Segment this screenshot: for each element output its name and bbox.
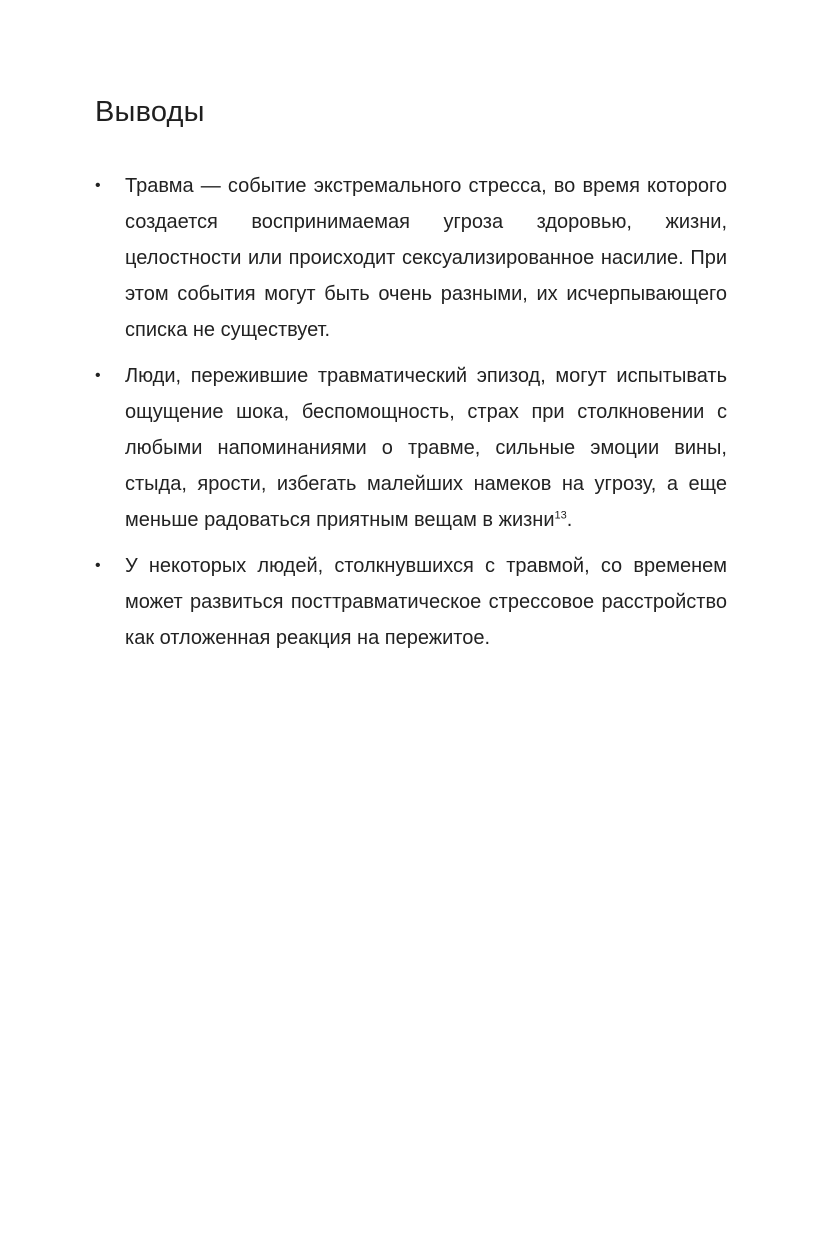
list-item	[95, 548, 727, 656]
bullet-icon: •	[95, 557, 101, 574]
bullet-icon: •	[95, 367, 101, 384]
list-item-text: Травма — событие экстремального стресса, во время которого создается воспринимаемая угроза здоровью, жизни, целостности или происходит сексуализированное насилие. При этом события могут быть очень разными, их исчерпывающего списка не существует.	[125, 175, 727, 341]
list-item-text-end: .	[566, 509, 573, 531]
bullet-icon: •	[95, 177, 101, 194]
list-item-text: Люди, пережившие травматический эпизод, могут испытывать ощущение шока, беспомощность, страх при столкновении с любыми напоминаниями о травме, сильные эмоции вины, стыда, ярости, избегать малейших намеков на угрозу, а еще меньше радоваться приятным вещам в жизни	[125, 365, 727, 531]
list-item	[95, 358, 727, 538]
conclusions-list	[95, 168, 727, 666]
section-heading: Выводы	[95, 96, 205, 128]
footnote-marker[interactable]: 13	[554, 509, 567, 522]
list-item	[95, 168, 727, 348]
list-item-text: У некоторых людей, столкнувшихся с травмой, со временем может развиться посттравматическое стрессовое расстройство как отложенная реакция на пережитое.	[125, 555, 727, 649]
